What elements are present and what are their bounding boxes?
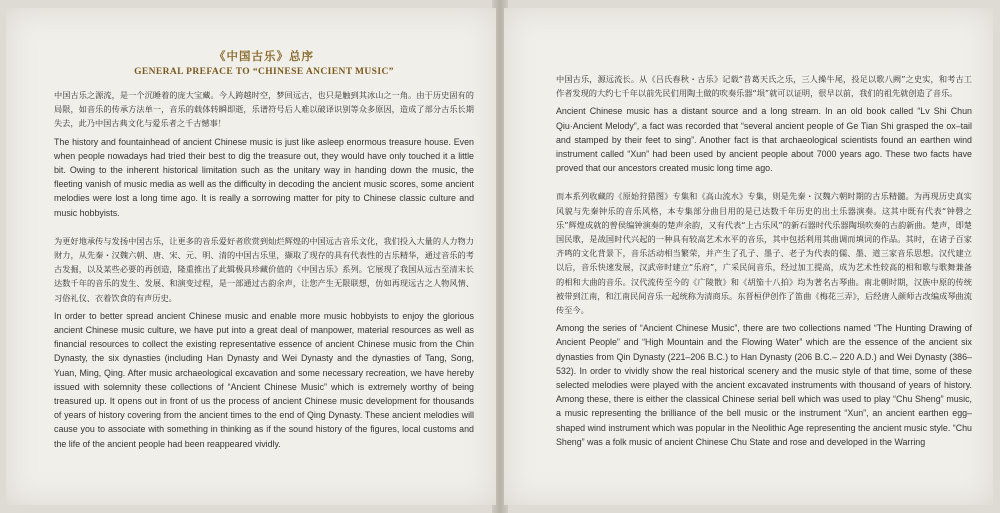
right-page-content [556, 72, 972, 454]
left-paragraph-1-chinese: 中国古乐之源流，是一个沉睡着的庞大宝藏。今人跨越时空，梦回远古，也只是触到其冰山之一角。由于历史固有的局限，如音乐的传承方法单一，音乐的载体转瞬即逝，乐谱符号后人难以破译识别等众多原因，造成了部分古乐长期失去，此乃中国古典文化与爱乐者之千古憾事！ [54, 90, 474, 129]
right-paragraph-1-chinese: 中国古乐，源远流长。从《吕氏春秋・古乐》记载“昔葛天氏之乐，三人操牛尾，投足以歌八阙”之史实，和考古工作者发现的大约七千年以前先民们用陶土做的吹奏乐器“埙”就可以证明，很早以前，我们的祖先就创造了音乐。 [556, 74, 972, 99]
left-paragraph-2-english: In order to better spread ancient Chinese music and enable more music hobbyists to enjoy the glorious ancient Chinese music culture, we have put into a great deal of manpower, material resources as well as financial resources to collect the existing representative essence of ancient Chinese music from the Chin Dynasty, the six dynasties (including Han Dynasty and Wei Dynasty and the dynasties of Tang, Song, Yuan, Ming, Qing. After music archaeological excavation and some necessary recreation, we have hereby issued with solemnity these collections of “Ancient Chinese Music” which is extremely worthy of being treasured up. It opens out in front of us the process of ancient Chinese music development for thousands of years of history covering from the ancient times to the end of Qing Dynasty. These ancient melodies will cause you to associate with something in thinking as if the sound history of the figures, local customs and the life of the ancient people had been reappeared vividly. [54, 310, 474, 449]
left-paragraph-1-english: The history and fountainhead of ancient Chinese music is just like asleep enormous treasure house. Even when people nowadays had tried their best to dig the treasure out, they would have only touched it a little bit. Owing to the inherent historical limitation such as the unitary way in handing down the music, the fleeting vanish of music media as well as the difficulty in decoding the ancient music scores, some ancient melodies were lost a long time ago. It is really a sorrowing matter for pity to Chinese classic culture and music hobbyists. [54, 136, 474, 218]
right-paragraph-2-chinese: 而本系列收藏的《原始狩猎图》专集和《高山流水》专集，则是先秦・汉魏六朝时期的古乐精髓。为再现历史真实风貌与先秦钟乐的音乐风格，本专集部分曲目用的是已达数千年历史的出土乐器演奏。这其中既有代表“钟磬之乐”辉煌成就的曾侯编钟演奏的楚声余韵，又有代表“上古乐风”的新石器时代乐器陶埙吹奏的古韵新曲。楚声，即楚国民歌，是战国时代兴起的一种具有较高艺术水平的音乐，其中包括利用其曲调而填词的作品。其时，在诸子百家齐鸣的文化背景下，音乐活动相当繁荣，并产生了孔子、墨子、老子为代表的儒、墨、道三家音乐思想。汉代建立以后，音乐快速发展，汉武帝时建立“乐府”，广采民间音乐，经过加工提高，成为艺术性较高的相和歌与歌舞兼备的相和大曲的音乐。汉代流传至今的《广陵散》和《胡笳十八拍》均为著名古琴曲。南北朝时期，汉族中原的传统被带到江南，和江南民间音乐一起统称为清商乐。东晋桓伊创作了笛曲《梅花三弄》，后经唐人颜师古改编成琴曲流传至今。 [556, 191, 972, 316]
left-page-content [54, 48, 474, 456]
preface-title-english: GENERAL PREFACE TO “CHINESE ANCIENT MUSIC” [134, 67, 394, 77]
preface-title-chinese: 《中国古乐》总序 [214, 49, 314, 63]
right-paragraph-2-english: Among the series of “Ancient Chinese Music”, there are two collections named “The Hunting Drawing of Ancient People” and “High Mountain and the Flowing Water” which are the essence of the ancient six dynasties from Qin Dynasty (221–206 B.C.) to Han Dynasty (206 B.C.– 220 A.D.) and Wei Dynasty (386–532). In order to vividly show the real historical scenery and the music style of that time, some of these selected melodies were played with the ancient excavated instruments with thousand of years of history. Among these, there is either the classical Chinese serial bell which was used to play “Chu Sheng” music, a music representing the brilliance of the bell music or the instrument “Xun”, an ancient earthen egg–shaped wind instrument which was popular in the Neolithic Age representing the ancient music style. “Chu Sheng” was a folk music of ancient Chinese Chu State and rose and developed in the Warring [556, 323, 972, 447]
left-paragraph-2-chinese: 为更好地承传与发扬中国古乐，让更多的音乐爱好者欣赏到灿烂辉煌的中国远古音乐文化，我们投入大量的人力物力财力，从先秦・汉魏六朝、唐、宋、元、明、清的中国古乐里，撷取了现存的具有代表性的古乐精华，通过音乐的考古发掘，以及某些必要的再创造，隆重推出了此辑极具珍藏价值的《中国古乐》系列。它展现了我国从远古至清末长达数千年的音乐的发生、发展、和演变过程，是一部通过古韵余声，让您产生无限联想，仿如再现远古之人物风情、习俗礼仪、衣着饮食的有声历史。 [54, 235, 474, 303]
right-page [504, 8, 993, 505]
right-paragraph-1-english: Ancient Chinese music has a distant source and a long stream. In an old book called “Lv Shi Chun Qiu·Ancient Melody”, a fact was recorded that “several ancient people of Ge Tian Shi grasped the ox–tail and stamped by their feet to sing”. Another fact is that archaeological scientists found an earthen wind instrument called “Xun” had been used by ancient people about 7000 years ago. These two facts have proved that our ancestors created music long time ago. [556, 106, 972, 174]
left-page [6, 8, 496, 505]
